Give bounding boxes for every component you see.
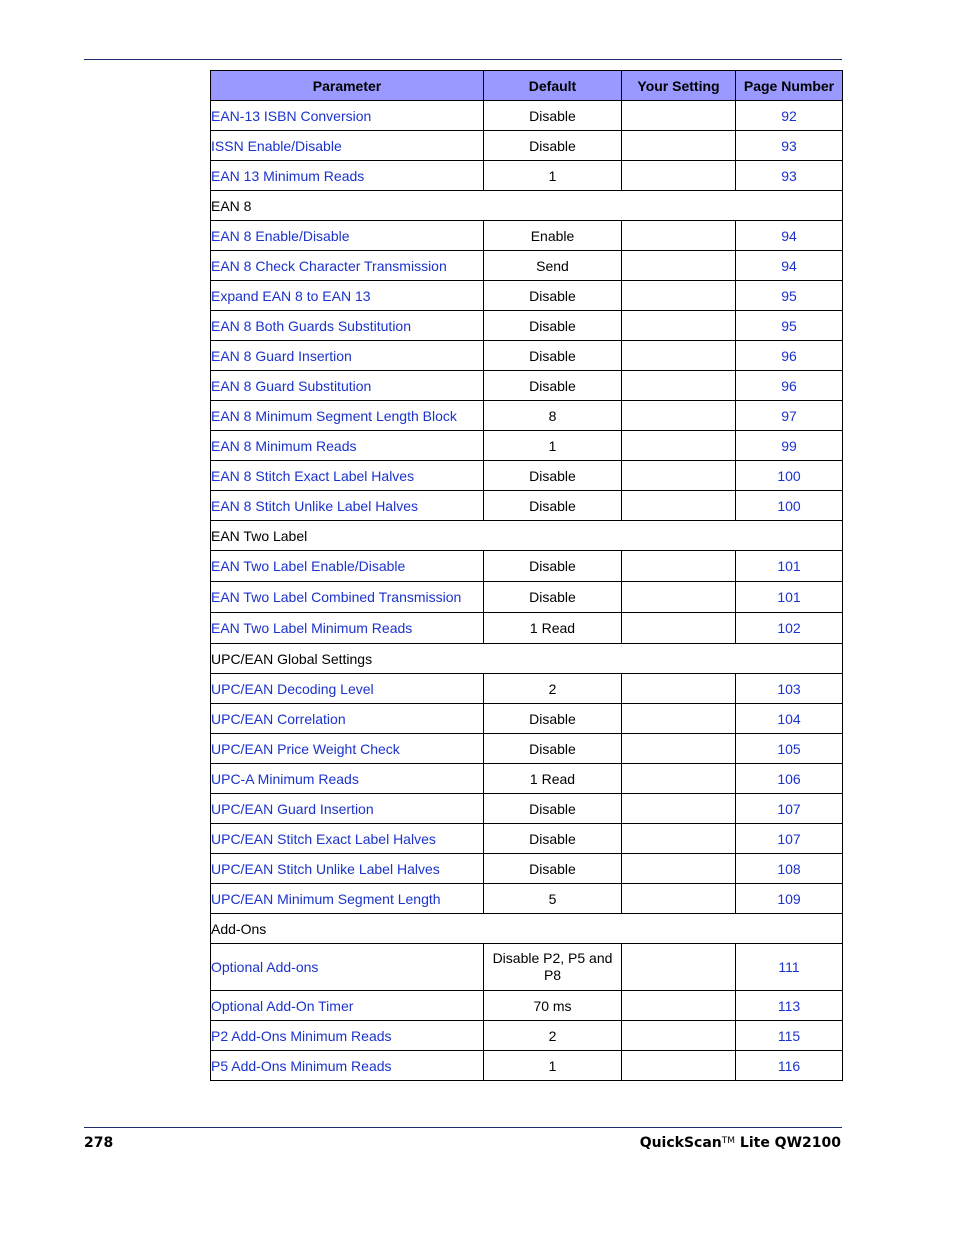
your-setting-cell [622,251,736,281]
parameter-link[interactable]: UPC/EAN Stitch Unlike Label Halves [211,854,484,884]
table-row [211,764,843,794]
table-row [211,944,843,991]
page-link[interactable]: 116 [736,1051,843,1081]
table-row [211,311,843,341]
page-link[interactable]: 113 [736,991,843,1021]
table-row [211,221,843,251]
your-setting-cell [622,131,736,161]
footer-rule [84,1127,842,1128]
page-link[interactable]: 103 [736,674,843,704]
your-setting-cell [622,674,736,704]
column-header-your-setting: Your Setting [622,71,736,101]
your-setting-cell [622,613,736,644]
table-row [211,854,843,884]
table-row [211,281,843,311]
default-value: Disable [484,311,622,341]
parameter-link[interactable]: EAN 8 Guard Insertion [211,341,484,371]
parameter-link[interactable]: EAN 8 Stitch Exact Label Halves [211,461,484,491]
table-row [211,794,843,824]
table-row [211,824,843,854]
page-link[interactable]: 99 [736,431,843,461]
default-value: Disable [484,734,622,764]
your-setting-cell [622,281,736,311]
table-row [211,582,843,613]
column-header-parameter: Parameter [211,71,484,101]
default-value: 1 Read [484,764,622,794]
your-setting-cell [622,311,736,341]
header-rule [84,59,842,60]
table-row [211,734,843,764]
your-setting-cell [622,824,736,854]
parameter-link[interactable]: EAN 8 Guard Substitution [211,371,484,401]
page-link[interactable]: 92 [736,101,843,131]
default-value: 2 [484,1021,622,1051]
page-link[interactable]: 94 [736,221,843,251]
table-row [211,884,843,914]
page-link[interactable]: 101 [736,551,843,582]
default-value: 1 Read [484,613,622,644]
page-link[interactable]: 93 [736,131,843,161]
your-setting-cell [622,582,736,613]
your-setting-cell [622,854,736,884]
default-value: 2 [484,674,622,704]
parameter-link[interactable]: ISSN Enable/Disable [211,131,484,161]
your-setting-cell [622,491,736,521]
parameter-link[interactable]: UPC/EAN Minimum Segment Length [211,884,484,914]
product-model: Lite QW2100 [735,1135,841,1151]
page-link[interactable]: 106 [736,764,843,794]
parameter-link[interactable]: EAN 8 Enable/Disable [211,221,484,251]
page-link[interactable]: 107 [736,824,843,854]
parameter-link[interactable]: EAN Two Label Combined Transmission [211,582,484,613]
page-link[interactable]: 115 [736,1021,843,1051]
parameter-link[interactable]: UPC/EAN Stitch Exact Label Halves [211,824,484,854]
default-value: Disable [484,101,622,131]
your-setting-cell [622,884,736,914]
parameter-link[interactable]: EAN 13 Minimum Reads [211,161,484,191]
section-heading: UPC/EAN Global Settings [211,644,843,674]
product-name: QuickScan [639,1135,722,1151]
section-row [211,521,843,551]
table-row [211,461,843,491]
default-value: Disable [484,582,622,613]
default-value: 1 [484,1051,622,1081]
table-row [211,161,843,191]
default-value: Disable [484,131,622,161]
your-setting-cell [622,1051,736,1081]
parameter-table [210,70,843,1081]
column-header-page-number: Page Number [736,71,843,101]
default-value: 8 [484,401,622,431]
table-row [211,1051,843,1081]
table-row [211,131,843,161]
parameter-link[interactable]: P2 Add-Ons Minimum Reads [211,1021,484,1051]
default-value: Disable [484,794,622,824]
your-setting-cell [622,341,736,371]
table-row [211,551,843,582]
parameter-link[interactable]: EAN Two Label Enable/Disable [211,551,484,582]
parameter-link[interactable]: UPC/EAN Correlation [211,704,484,734]
your-setting-cell [622,461,736,491]
page-link[interactable]: 95 [736,311,843,341]
default-value: Enable [484,221,622,251]
your-setting-cell [622,794,736,824]
parameter-link[interactable]: UPC-A Minimum Reads [211,764,484,794]
your-setting-cell [622,431,736,461]
parameter-link[interactable]: EAN-13 ISBN Conversion [211,101,484,131]
default-value: Disable [484,491,622,521]
footer-product-title [640,1135,841,1151]
parameter-link[interactable]: EAN 8 Both Guards Substitution [211,311,484,341]
page-link[interactable]: 104 [736,704,843,734]
parameter-link[interactable]: Expand EAN 8 to EAN 13 [211,281,484,311]
parameter-link[interactable]: EAN 8 Check Character Transmission [211,251,484,281]
default-value: Disable [484,461,622,491]
default-value: 1 [484,431,622,461]
default-value: Disable [484,704,622,734]
page-link[interactable]: 100 [736,461,843,491]
your-setting-cell [622,764,736,794]
table-row [211,674,843,704]
table-row [211,1021,843,1051]
table-row [211,613,843,644]
page-link[interactable]: 96 [736,341,843,371]
page-link[interactable]: 95 [736,281,843,311]
parameter-link[interactable]: EAN 8 Minimum Segment Length Block [211,401,484,431]
table-row [211,371,843,401]
page-link[interactable]: 97 [736,401,843,431]
page-link[interactable]: 100 [736,491,843,521]
parameter-link[interactable]: EAN 8 Stitch Unlike Label Halves [211,491,484,521]
page-link[interactable]: 107 [736,794,843,824]
table-row [211,251,843,281]
section-heading: EAN 8 [211,191,843,221]
page-link[interactable]: 101 [736,582,843,613]
default-value: Disable [484,854,622,884]
column-header-default: Default [484,71,622,101]
your-setting-cell [622,221,736,251]
default-value: 5 [484,884,622,914]
parameter-link[interactable]: Optional Add-ons [211,944,484,991]
your-setting-cell [622,161,736,191]
your-setting-cell [622,551,736,582]
table-row [211,431,843,461]
default-value: 1 [484,161,622,191]
page-link[interactable]: 109 [736,884,843,914]
page-link[interactable]: 93 [736,161,843,191]
trademark-symbol: TM [721,1136,736,1146]
page-link[interactable]: 94 [736,251,843,281]
table-row [211,401,843,431]
your-setting-cell [622,101,736,131]
default-value: Disable [484,341,622,371]
your-setting-cell [622,371,736,401]
parameter-link[interactable]: EAN 8 Minimum Reads [211,431,484,461]
your-setting-cell [622,944,736,991]
your-setting-cell [622,704,736,734]
page-link[interactable]: 108 [736,854,843,884]
parameter-link[interactable]: P5 Add-Ons Minimum Reads [211,1051,484,1081]
footer-page-number: 278 [84,1135,114,1151]
default-value: 70 ms [484,991,622,1021]
default-value: Disable [484,824,622,854]
section-row [211,644,843,674]
parameter-link[interactable]: UPC/EAN Decoding Level [211,674,484,704]
default-value: Send [484,251,622,281]
section-row [211,191,843,221]
your-setting-cell [622,1021,736,1051]
table-row [211,341,843,371]
page-link[interactable]: 111 [736,944,843,991]
default-value: Disable P2, P5 and P8 [484,944,622,991]
default-value: Disable [484,551,622,582]
default-value: Disable [484,281,622,311]
parameter-link[interactable]: EAN Two Label Minimum Reads [211,613,484,644]
page-link[interactable]: 96 [736,371,843,401]
table-row [211,991,843,1021]
section-heading: Add-Ons [211,914,843,944]
page-link[interactable]: 105 [736,734,843,764]
parameter-link[interactable]: UPC/EAN Guard Insertion [211,794,484,824]
table-row [211,704,843,734]
table-header-row [211,71,843,101]
your-setting-cell [622,401,736,431]
parameter-link[interactable]: Optional Add-On Timer [211,991,484,1021]
table-row [211,491,843,521]
your-setting-cell [622,991,736,1021]
section-row [211,914,843,944]
section-heading: EAN Two Label [211,521,843,551]
default-value: Disable [484,371,622,401]
page-link[interactable]: 102 [736,613,843,644]
table-row [211,101,843,131]
parameter-link[interactable]: UPC/EAN Price Weight Check [211,734,484,764]
your-setting-cell [622,734,736,764]
